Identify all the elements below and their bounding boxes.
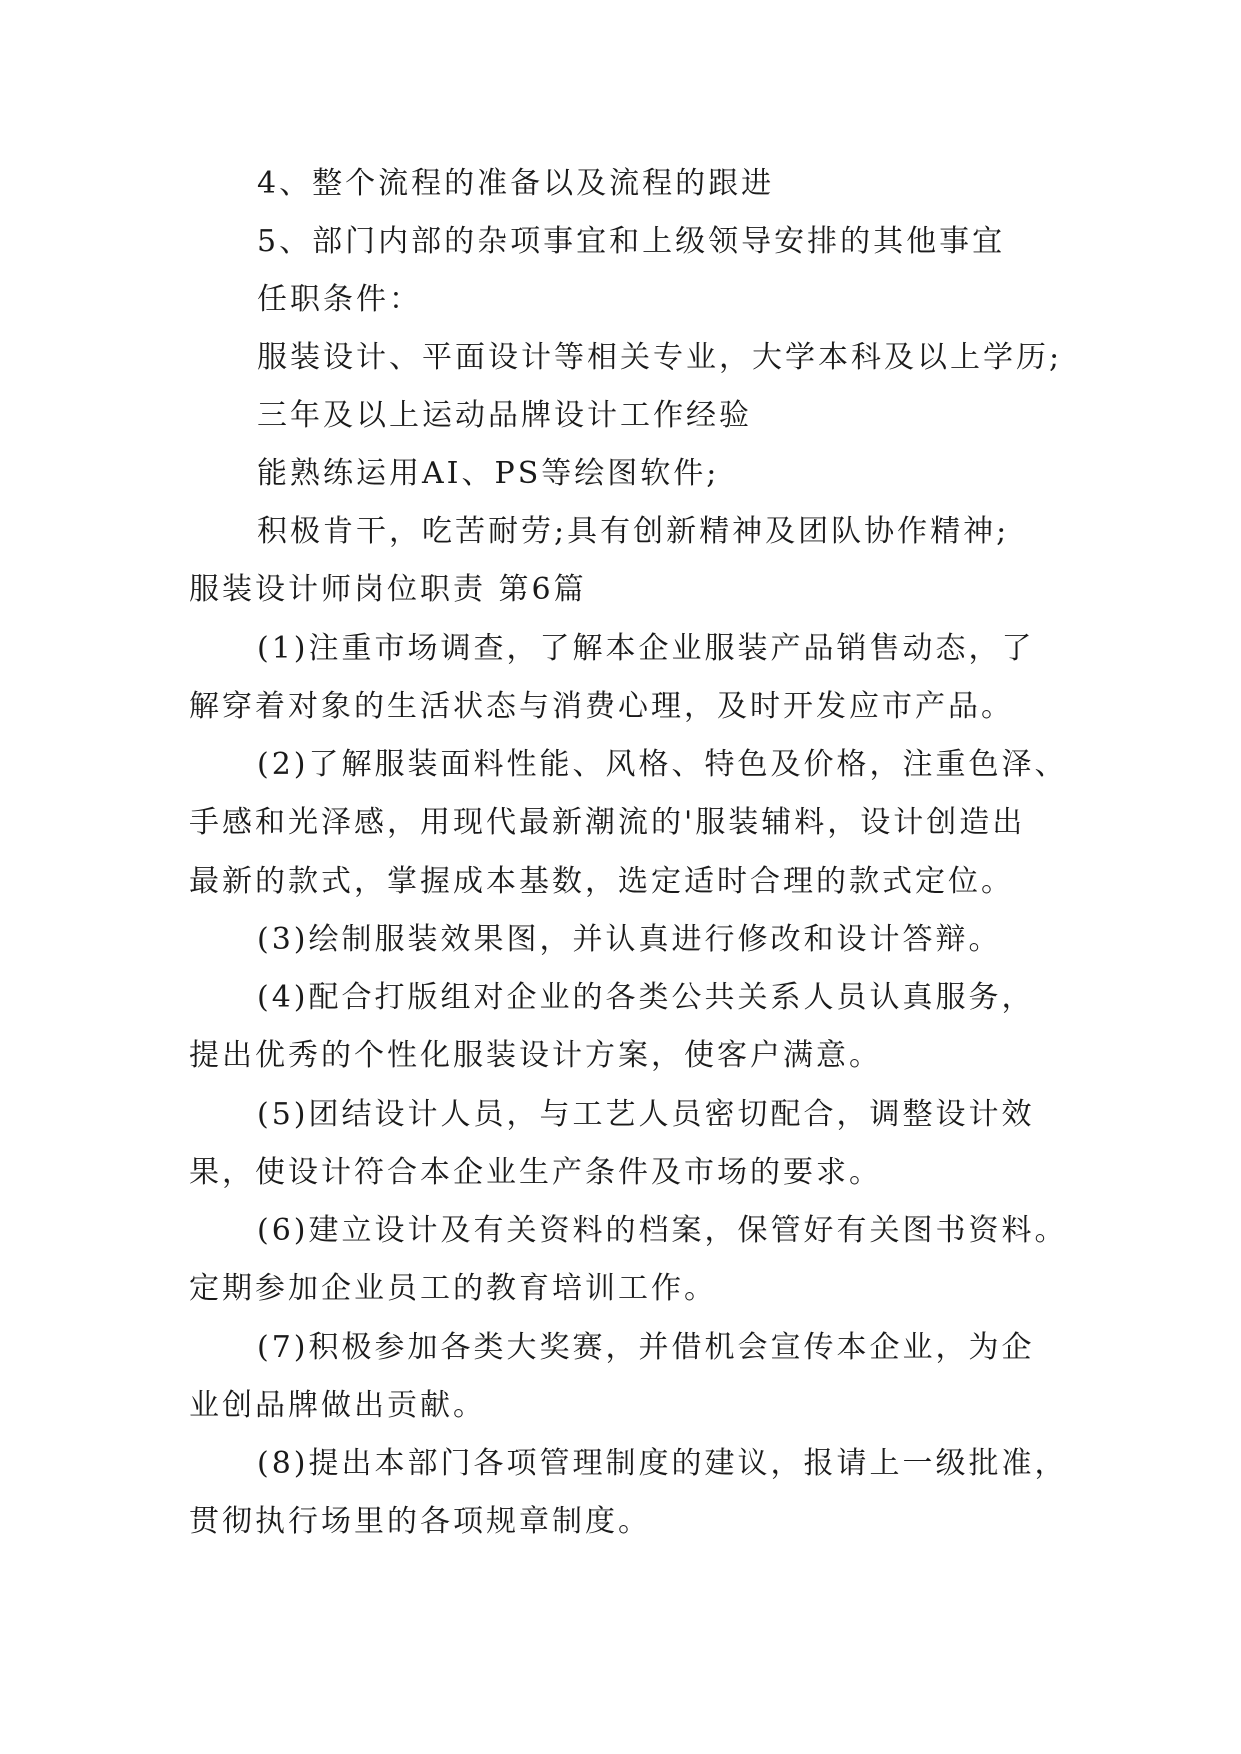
text-line: (1)注重市场调查，了解本企业服装产品销售动态，了 [257,631,1035,666]
text-line: 积极肯干，吃苦耐劳;具有创新精神及团队协作精神; [257,514,1010,549]
text-line: (7)积极参加各类大奖赛，并借机会宣传本企业，为企 [257,1330,1035,1365]
text-line: (5)团结设计人员，与工艺人员密切配合，调整设计效 [257,1097,1035,1132]
text-line: 5、部门内部的杂项事宜和上级领导安排的其他事宜 [257,224,1006,259]
text-line: (4)配合打版组对企业的各类公共关系人员认真服务， [257,980,1035,1015]
text-line: 4、整个流程的准备以及流程的跟进 [257,166,775,201]
text-line: 定期参加企业员工的教育培训工作。 [189,1271,717,1306]
text-line: 服装设计、平面设计等相关专业，大学本科及以上学历; [257,340,1063,375]
text-line: 能熟练运用AI、PS等绘图软件; [257,456,720,491]
text-line: (2)了解服装面料性能、风格、特色及价格，注重色泽、 [257,747,1068,782]
text-line: 三年及以上运动品牌设计工作经验 [257,398,752,433]
text-line: 解穿着对象的生活状态与消费心理，及时开发应市产品。 [189,689,1014,724]
text-line: (8)提出本部门各项管理制度的建议，报请上一级批准， [257,1446,1068,1481]
text-line: 业创品牌做出贡献。 [189,1388,486,1423]
text-line: 最新的款式，掌握成本基数，选定适时合理的款式定位。 [189,864,1014,899]
text-line: 任职条件： [257,282,422,317]
text-line: 贯彻执行场里的各项规章制度。 [189,1504,651,1539]
text-line: 手感和光泽感，用现代最新潮流的'服装辅料，设计创造出 [189,805,1026,840]
section-heading: 服装设计师岗位职责 第6篇 [189,572,587,607]
text-line: (6)建立设计及有关资料的档案，保管好有关图书资料。 [257,1213,1068,1248]
text-line: 果，使设计符合本企业生产条件及市场的要求。 [189,1155,882,1190]
text-line: 提出优秀的个性化服装设计方案，使客户满意。 [189,1038,882,1073]
text-line: (3)绘制服装效果图，并认真进行修改和设计答辩。 [257,922,1002,957]
